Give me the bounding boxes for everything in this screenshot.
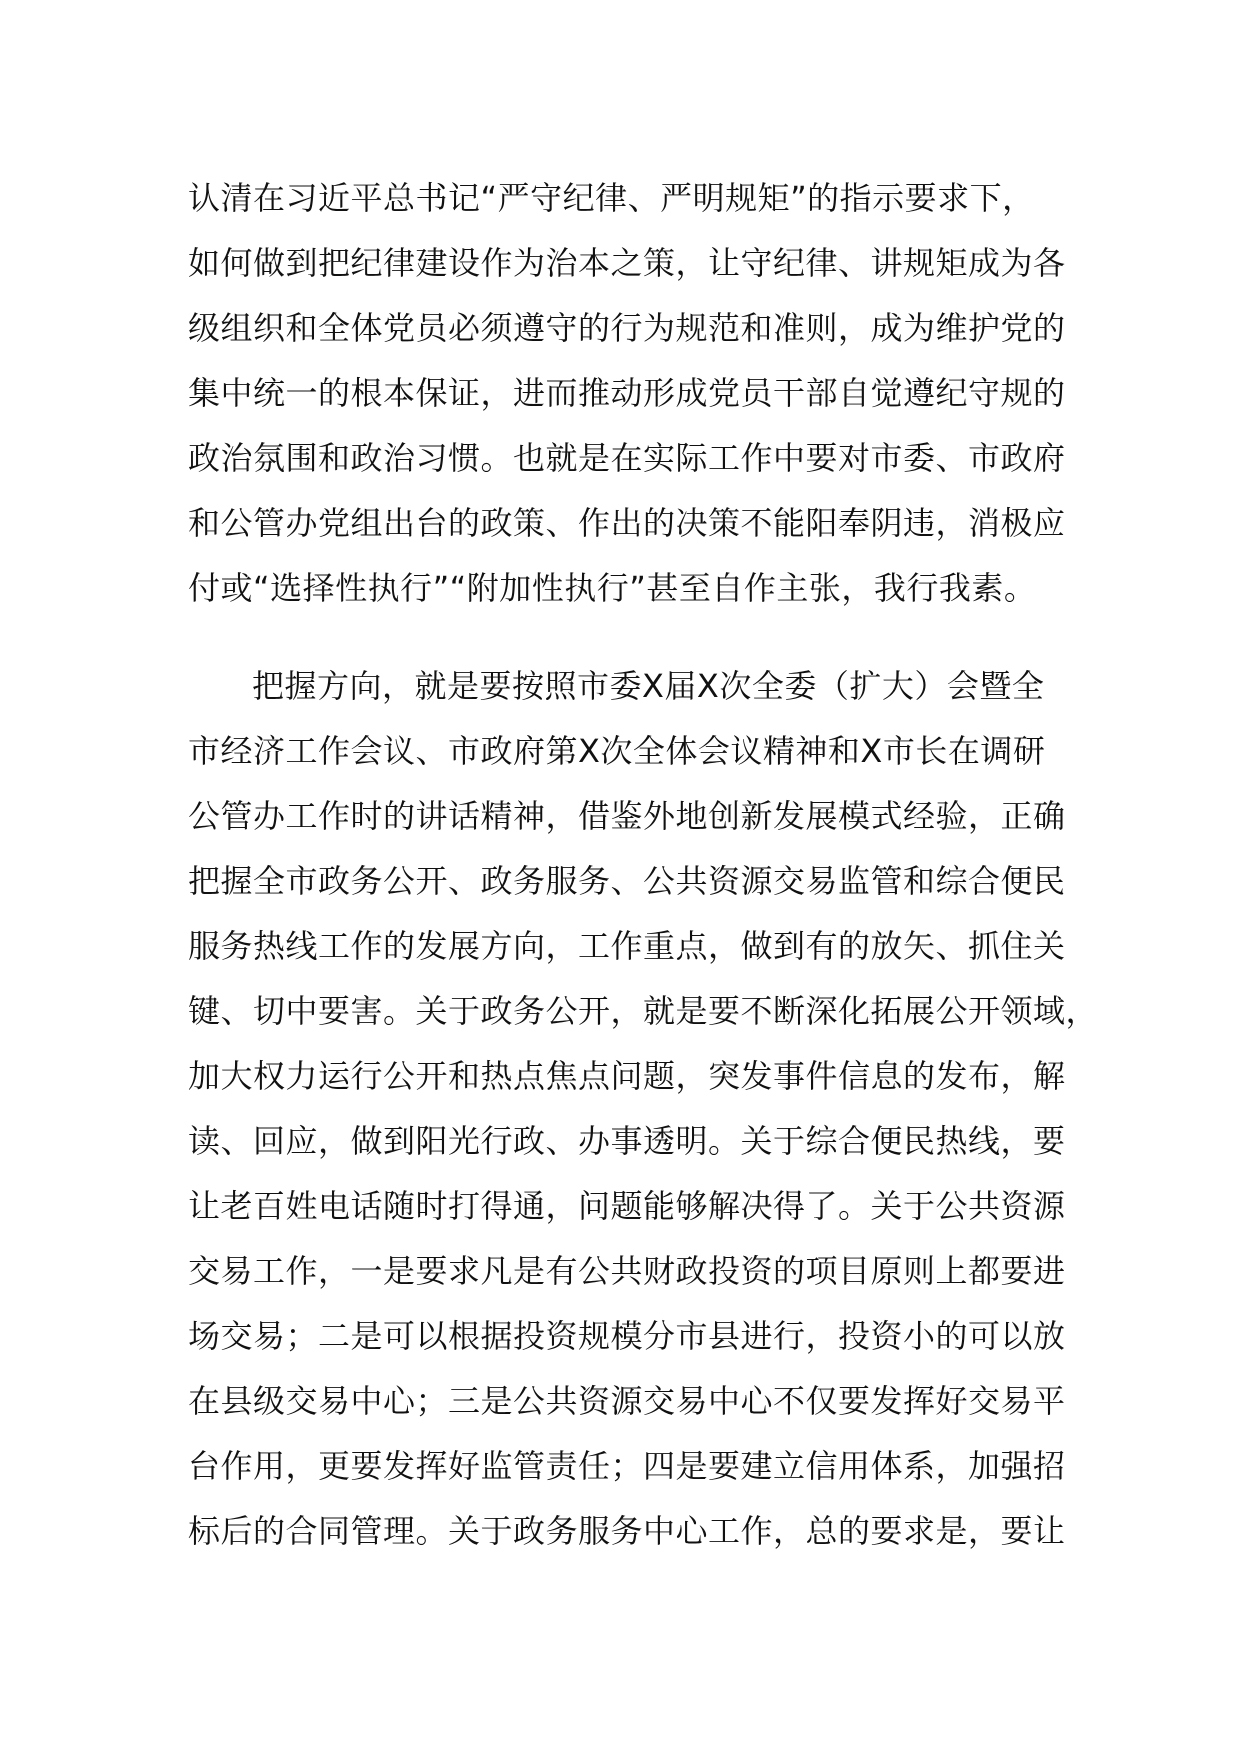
text-line: 集中统一的根本保证，进而推动形成党员干部自觉遵纪守规的 [188, 374, 1066, 412]
text-line: 认清在习近平总书记“严守纪律、严明规矩”的指示要求下， [188, 179, 1035, 217]
text-line: 键、切中要害。关于政务公开，就是要不断深化拓展公开领域， [188, 992, 1099, 1030]
text-line: 让老百姓电话随时打得通，问题能够解决得了。关于公共资源 [188, 1187, 1066, 1225]
text-line: 在县级交易中心；三是公共资源交易中心不仅要发挥好交易平 [188, 1382, 1066, 1420]
text-line: 标后的合同管理。关于政务服务中心工作，总的要求是，要让 [188, 1512, 1066, 1550]
text-line: 公管办工作时的讲话精神，借鉴外地创新发展模式经验，正确 [188, 797, 1066, 835]
text-line: 政治氛围和政治习惯。也就是在实际工作中要对市委、市政府 [188, 439, 1066, 477]
paragraph-1 [188, 166, 1088, 621]
paragraph-2 [188, 654, 1099, 1564]
text-line: 级组织和全体党员必须遵守的行为规范和准则，成为维护党的 [188, 309, 1066, 347]
text-line-first: 把握方向，就是要按照市委X届X次全委（扩大）会暨全 [252, 667, 1045, 705]
text-line: 加大权力运行公开和热点焦点问题，突发事件信息的发布，解 [188, 1057, 1066, 1095]
text-line: 付或“选择性执行”“附加性执行”甚至自作主张，我行我素。 [188, 569, 1037, 607]
text-line: 市经济工作会议、市政府第X次全体会议精神和X市长在调研 [188, 732, 1046, 770]
text-line: 如何做到把纪律建设作为治本之策，让守纪律、讲规矩成为各 [188, 244, 1066, 282]
text-line: 场交易；二是可以根据投资规模分市县进行，投资小的可以放 [188, 1317, 1066, 1355]
text-line: 读、回应，做到阳光行政、办事透明。关于综合便民热线，要 [188, 1122, 1066, 1160]
text-line: 服务热线工作的发展方向，工作重点，做到有的放矢、抓住关 [188, 927, 1066, 965]
text-line: 交易工作，一是要求凡是有公共财政投资的项目原则上都要进 [188, 1252, 1066, 1290]
text-line: 和公管办党组出台的政策、作出的决策不能阳奉阴违，消极应 [188, 504, 1066, 542]
text-line: 台作用，更要发挥好监管责任；四是要建立信用体系，加强招 [188, 1447, 1066, 1485]
text-line: 把握全市政务公开、政务服务、公共资源交易监管和综合便民 [188, 862, 1066, 900]
